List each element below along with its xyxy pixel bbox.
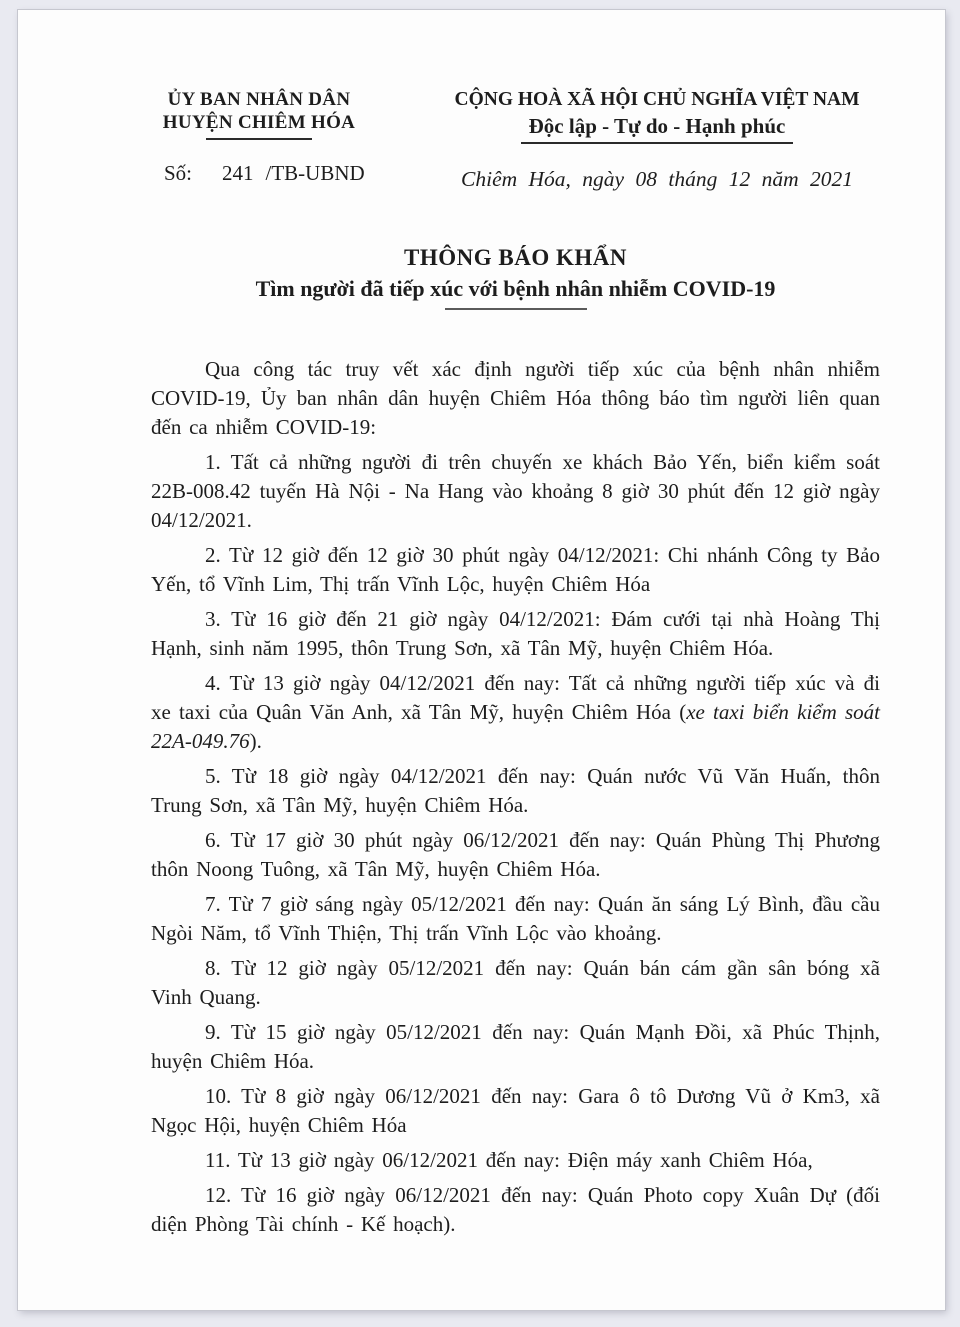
national-title: CỘNG HOÀ XÃ HỘI CHỦ NGHĨA VIỆT NAM (454, 89, 860, 110)
notice-item (151, 762, 880, 820)
document-title: THÔNG BÁO KHẨN (404, 245, 627, 270)
notice-item (151, 669, 880, 756)
authority-name-line1: ỦY BAN NHÂN DÂN (167, 89, 351, 110)
notice-item-text: 3. Từ 16 giờ đến 21 giờ ngày 04/12/2021: Đám cưới tại nhà Hoàng Thị Hạnh, sinh năm 1995, thôn Trung Sơn, xã Tân Mỹ, huyện Chiêm Hóa. (151, 607, 880, 660)
notice-item-text: 2. Từ 12 giờ đến 12 giờ 30 phút ngày 04/12/2021: Chi nhánh Công ty Bảo Yến, tổ Vĩnh Lim, Thị trấn Vĩnh Lộc, huyện Chiêm Hóa (151, 543, 880, 596)
notice-item (151, 1181, 880, 1239)
notice-item-text: 1. Tất cả những người đi trên chuyến xe khách Bảo Yến, biển kiểm soát 22B-008.42 tuyến Hà Nội - Na Hang vào khoảng 8 giờ 30 phút đến 12 giờ ngày 04/12/2021. (151, 450, 880, 532)
notice-item-text: 6. Từ 17 giờ 30 phút ngày 06/12/2021 đến nay: Quán Phùng Thị Phương thôn Noong Tuông, xã Tân Mỹ, huyện Chiêm Hóa. (151, 828, 880, 881)
notice-item-italic-text: xe taxi biển kiểm soát 22A-049.76 (151, 700, 880, 753)
notice-item (151, 954, 880, 1012)
motto-underline-rule (521, 142, 793, 144)
document-subtitle: Tìm người đã tiếp xúc với bệnh nhân nhiễm COVID-19 (255, 276, 776, 301)
notice-item-text: 9. Từ 15 giờ ngày 05/12/2021 đến nay: Quán Mạnh Đồi, xã Phúc Thịnh, huyện Chiêm Hóa. (151, 1020, 880, 1073)
notice-item-text: 11. Từ 13 giờ ngày 06/12/2021 đến nay: Điện máy xanh Chiêm Hóa, (205, 1148, 813, 1172)
notice-item-text: 12. Từ 16 giờ ngày 06/12/2021 đến nay: Quán Photo copy Xuân Dự (đối diện Phòng Tài chính - Kế hoạch). (151, 1183, 880, 1236)
notice-item-text: 5. Từ 18 giờ ngày 04/12/2021 đến nay: Quán nước Vũ Văn Huấn, thôn Trung Sơn, xã Tân Mỹ, huyện Chiêm Hóa. (151, 764, 880, 817)
notice-item (151, 890, 880, 948)
notice-item (151, 541, 880, 599)
issuing-authority-block (151, 88, 367, 186)
document-number-label: Số: (164, 161, 193, 185)
notice-item (151, 826, 880, 884)
notice-item (151, 605, 880, 663)
notice-item-text: 8. Từ 12 giờ ngày 05/12/2021 đến nay: Quán bán cám gần sân bóng xã Vinh Quang. (151, 956, 880, 1009)
notice-item-text: 4. Từ 13 giờ ngày 04/12/2021 đến nay: Tất cả những người tiếp xúc và đi xe taxi của Quân Văn Anh, xã Tân Mỹ, huyện Chiêm Hóa ( (151, 671, 880, 724)
document-body (151, 355, 880, 1239)
document-number-line (151, 161, 367, 186)
notice-item (151, 1082, 880, 1140)
national-motto: Độc lập - Tự do - Hạnh phúc (528, 114, 786, 138)
notice-item-text: 10. Từ 8 giờ ngày 06/12/2021 đến nay: Gara ô tô Dương Vũ ở Km3, xã Ngọc Hội, huyện Chiêm Hóa (151, 1084, 880, 1137)
notice-item-text: 7. Từ 7 giờ sáng ngày 05/12/2021 đến nay: Quán ăn sáng Lý Bình, đầu cầu Ngòi Năm, tổ Vĩnh Thiện, Thị trấn Vĩnh Lộc vào khoảng. (151, 892, 880, 945)
place-date-line: Chiêm Hóa, ngày 08 tháng 12 năm 2021 (461, 167, 853, 191)
authority-underline-rule (206, 138, 312, 140)
notice-item (151, 448, 880, 535)
title-underline-rule (445, 308, 587, 310)
intro-paragraph: Qua công tác truy vết xác định người tiếp xúc của bệnh nhân nhiễm COVID-19, Ủy ban nhân dân huyện Chiêm Hóa thông báo tìm người liên quan đến ca nhiễm COVID-19: (151, 357, 880, 439)
notice-item-text-after: ). (249, 729, 262, 753)
authority-name-line2: HUYỆN CHIÊM HÓA (162, 112, 356, 133)
document-number-value: 241 (222, 161, 254, 185)
notice-item (151, 1146, 880, 1175)
document-number-suffix: /TB-UBND (265, 161, 365, 185)
document-page (18, 10, 945, 1310)
document-header (151, 88, 880, 192)
notice-item (151, 1018, 880, 1076)
notice-items-list (151, 448, 880, 1239)
document-title-block (151, 244, 880, 310)
national-motto-block (434, 88, 880, 192)
